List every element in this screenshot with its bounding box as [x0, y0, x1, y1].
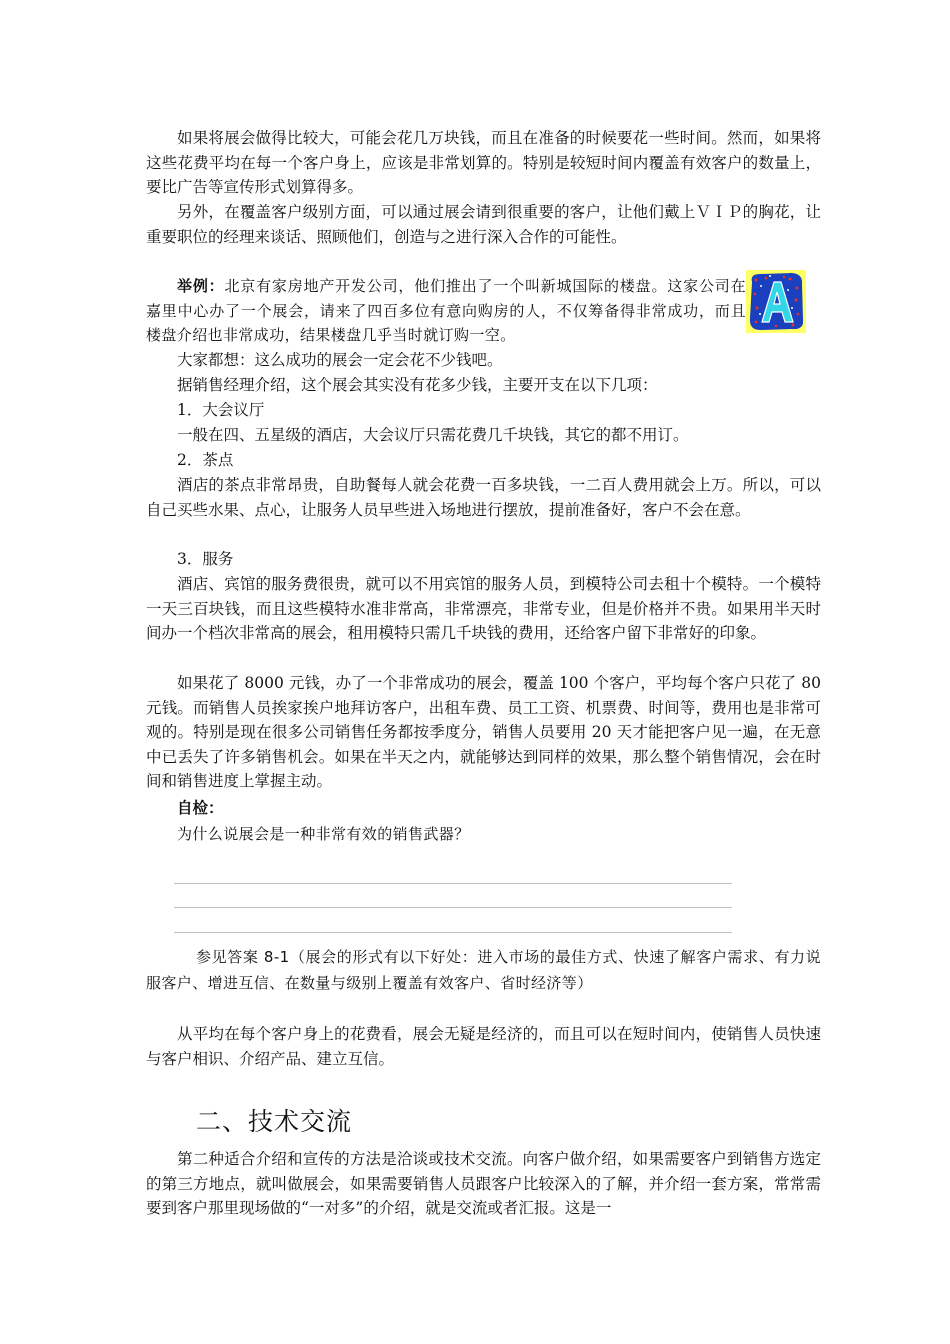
item-2-text: 酒店的茶点非常昂贵，自助餐每人就会花费一百多块钱，一二百人费用就会上万。所以，可以自己买些水果、点心，让服务人员早些进入场地进行摆放，提前准备好，客户不会在意。 [146, 476, 821, 519]
item-1-title: 1．大会议厅 [177, 401, 265, 419]
paragraph-cost-comparison: 如果花了 8000 元钱，办了一个非常成功的展会，覆盖 100 个客户，平均每个客户只花了 80 元钱。而销售人员挨家挨户地拜访客户，出租车费、员工工资、机票费、时间等，费用也是非常可观的。特别是现在很多公司销售任务都按季度分，销售人员要用 20 天才能把客户见一遍，在无意中已丢失了许多销售机会。如果在半天之内，就能够达到同样的效果，那么整个销售情况，会在时间和销售进度上掌握主动。 [146, 674, 821, 791]
answer-reference: 参见答案 8-1（展会的形式有以下好处：进入市场的最佳方式、快速了解客户需求、有力说服客户、增进互信、在数量与级别上覆盖有效客户、省时经济等） [146, 948, 821, 992]
item-3-text: 酒店、宾馆的服务费很贵，就可以不用宾馆的服务人员，到模特公司去租十个模特。一个模特一天三百块钱，而且这些模特水准非常高，非常漂亮，非常专业，但是价格并不贵。如果用半天时间办一个档次非常高的展会，租用模特只需几千块钱的费用，还给客户留下非常好的印象。 [146, 575, 821, 643]
paragraph-manager-intro: 据销售经理介绍，这个展会其实没有花多少钱，主要开支在以下几项： [177, 376, 658, 394]
selfcheck-question: 为什么说展会是一种非常有效的销售武器？ [177, 825, 470, 843]
answer-line-1 [174, 883, 732, 884]
example-label: 举例： [177, 277, 225, 295]
paragraph-cost-question: 大家都想：这么成功的展会一定会花不少钱吧。 [177, 351, 503, 369]
answer-line-2 [174, 907, 732, 908]
example-text: 北京有家房地产开发公司，他们推出了一个叫新城国际的楼盘。这家公司在嘉里中心办了一个展会，请来了四百多位有意向购房的人，不仅筹备得非常成功，而且楼盘介绍也非常成功，结果楼盘几乎当时就订购一空。 [146, 277, 746, 345]
letter-a-clipart-icon [746, 270, 806, 333]
paragraph-summary: 从平均在每个客户身上的花费看，展会无疑是经济的，而且可以在短时间内，使销售人员快速与客户相识、介绍产品、建立互信。 [146, 1025, 821, 1068]
paragraph-technical-exchange: 第二种适合介绍和宣传的方法是洽谈或技术交流。向客户做介绍，如果需要客户到销售方选定的第三方地点，就叫做展会，如果需要销售人员跟客户比较深入的了解，并介绍一套方案，常常需要到客户那里现场做的“一对多”的介绍，就是交流或者汇报。这是一 [146, 1150, 821, 1218]
paragraph-vip-coverage: 另外，在覆盖客户级别方面，可以通过展会请到很重要的客户，让他们戴上ＶＩＰ的胸花，让重要职位的经理来谈话、照顾他们，创造与之进行深入合作的可能性。 [146, 203, 821, 246]
item-2-title: 2．茶点 [177, 451, 234, 469]
answer-line-3 [174, 932, 732, 933]
section-heading: 二、技术交流 [196, 1107, 353, 1136]
paragraph-exhibition-cost: 如果将展会做得比较大，可能会花几万块钱，而且在准备的时候要花一些时间。然而，如果将这些花费平均在每一个客户身上，应该是非常划算的。特别是较短时间内覆盖有效客户的数量上，要比广告等宣传形式划算得多。 [146, 129, 821, 197]
item-1-text: 一般在四、五星级的酒店，大会议厅只需花费几千块钱，其它的都不用订。 [177, 426, 689, 444]
example-block [146, 274, 746, 348]
selfcheck-label: 自检： [177, 798, 224, 817]
item-3-title: 3．服务 [177, 550, 234, 568]
